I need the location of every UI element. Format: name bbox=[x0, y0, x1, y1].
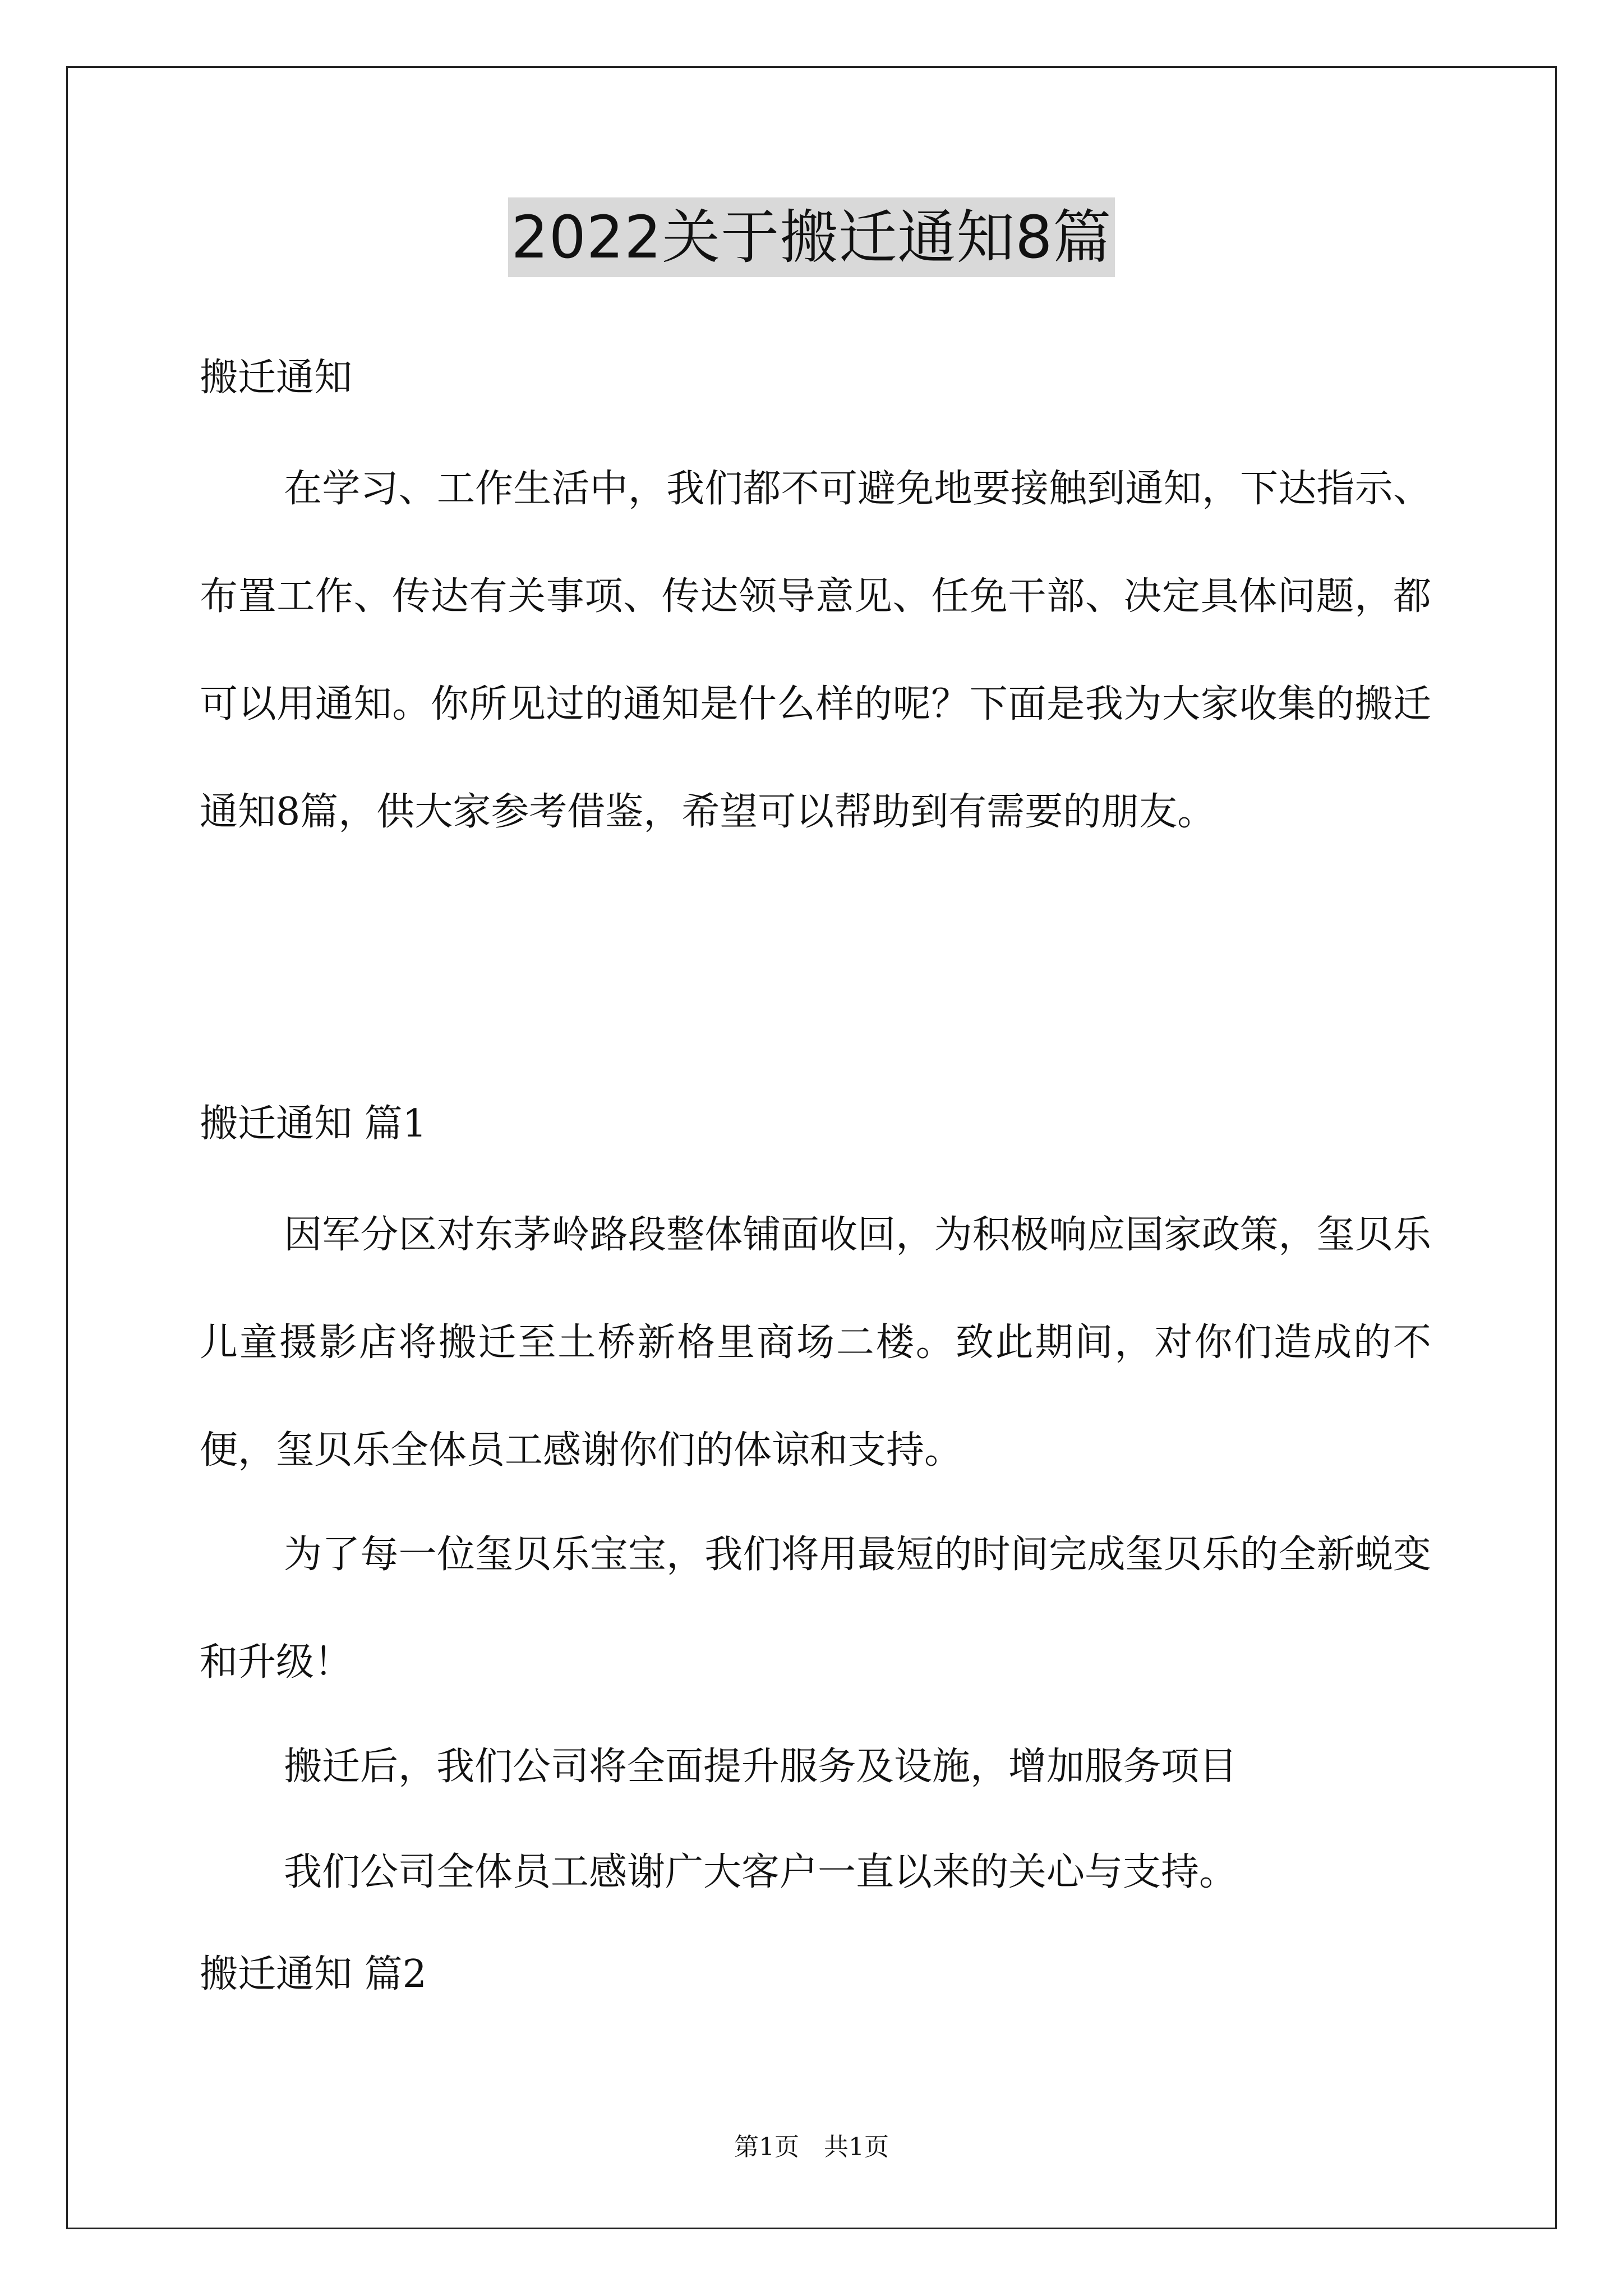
page-footer: 第1页 共1页 bbox=[734, 2133, 889, 2161]
intro-paragraph: 在学习、工作生活中，我们都不可避免地要接触到通知，下达指示、布置工作、传达有关事项、传达领导意见、任免干部、决定具体问题，都可以用通知。你所见过的通知是什么样的呢？下面是我为大家收集的搬迁通知8篇，供大家参考借鉴，希望可以帮助到有需要的朋友。 bbox=[200, 467, 1431, 834]
intro-heading: 搬迁通知 bbox=[200, 356, 353, 400]
section1-heading: 搬迁通知 篇1 bbox=[200, 1102, 427, 1146]
section2-heading: 搬迁通知 篇2 bbox=[200, 1952, 427, 1996]
document-title: 2022关于搬迁通知8篇 bbox=[508, 197, 1115, 277]
title-container bbox=[0, 197, 1623, 277]
section1-paragraph-4: 我们公司全体员工感谢广大客户一直以来的关心与支持。 bbox=[284, 1850, 1238, 1894]
section1-paragraph-3: 搬迁后，我们公司将全面提升服务及设施，增加服务项目 bbox=[284, 1745, 1238, 1789]
section1-paragraph-1: 因军分区对东茅岭路段整体铺面收回，为积极响应国家政策，玺贝乐儿童摄影店将搬迁至土桥新格里商场二楼。致此期间，对你们造成的不便，玺贝乐全体员工感谢你们的体谅和支持。 bbox=[200, 1213, 1431, 1473]
section1-paragraph-2: 为了每一位玺贝乐宝宝，我们将用最短的时间完成玺贝乐的全新蜕变和升级！ bbox=[200, 1533, 1431, 1685]
